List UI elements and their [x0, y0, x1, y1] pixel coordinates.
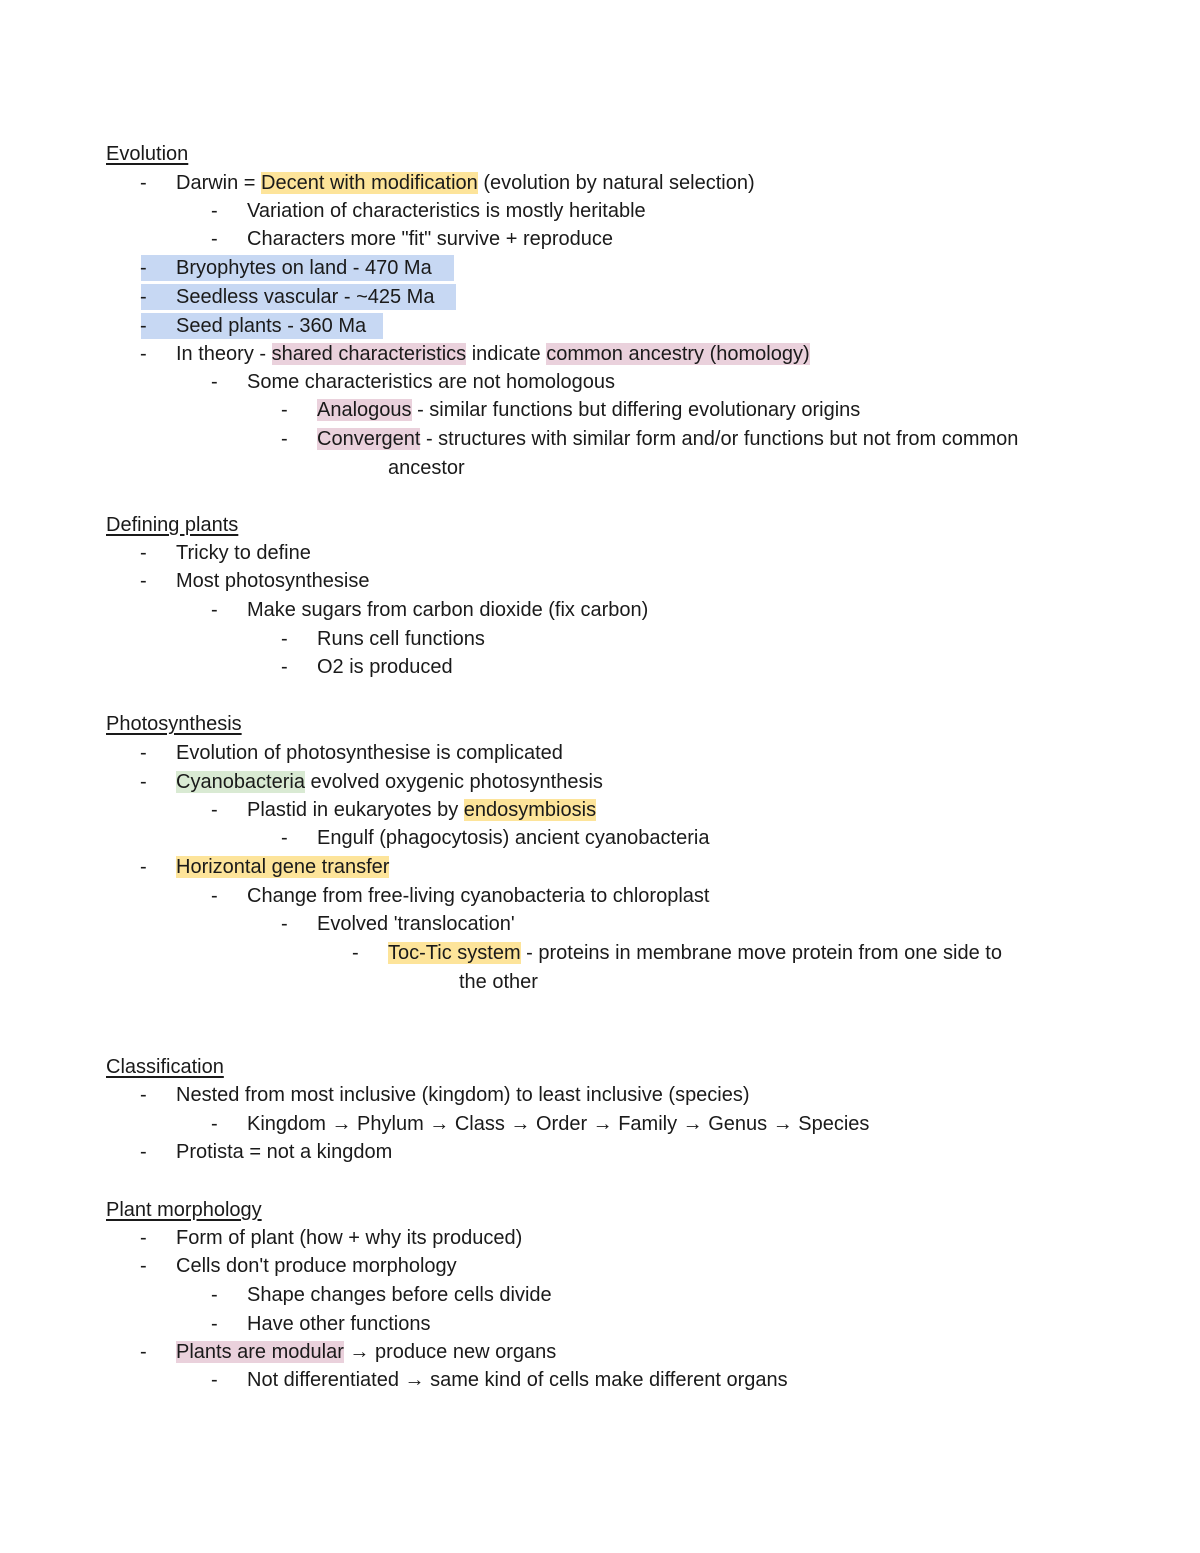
heading-defining-plants: Defining plants [106, 514, 239, 536]
list-item [352, 940, 1002, 993]
item-text: Some characteristics are not homologous [247, 371, 615, 393]
bullet-dash: - [211, 1284, 218, 1306]
highlight-yellow: Decent with modification [261, 172, 478, 194]
bullet-dash: - [281, 428, 288, 450]
list-item [211, 1111, 870, 1137]
list-item [211, 1311, 431, 1337]
highlight-pink: Analogous [317, 399, 412, 421]
bullet-dash: - [140, 1084, 147, 1106]
list-item [211, 369, 615, 395]
bullet-dash: - [140, 1227, 147, 1249]
list-item [281, 911, 515, 937]
list-item [140, 313, 367, 339]
item-text: Make sugars from carbon dioxide (fix carbon) [247, 599, 649, 621]
list-item [281, 426, 1019, 479]
list-item [140, 769, 603, 795]
item-text: O2 is produced [317, 656, 453, 678]
list-item [140, 540, 311, 566]
item-text: → produce new organs [343, 1341, 557, 1363]
bullet-dash: - [140, 742, 147, 764]
item-text: - proteins in membrane move protein from one side to [520, 942, 1002, 964]
item-text: Not differentiated → same kind of cells make different organs [247, 1369, 788, 1391]
item-text: Engulf (phagocytosis) ancient cyanobacteria [317, 827, 710, 849]
list-item [140, 740, 563, 766]
heading-plant-morphology: Plant morphology [106, 1199, 262, 1221]
bullet-dash: - [140, 286, 147, 308]
highlight-yellow: Horizontal gene transfer [176, 856, 390, 878]
bullet-dash: - [140, 542, 147, 564]
item-text: Change from free-living cyanobacteria to chloroplast [247, 885, 710, 907]
bullet-dash: - [211, 1313, 218, 1335]
item-text: indicate [466, 343, 547, 365]
list-item [211, 226, 614, 252]
bullet-dash: - [211, 1113, 218, 1135]
bullet-dash: - [140, 315, 147, 337]
bullet-dash: - [140, 1255, 147, 1277]
list-item [140, 341, 810, 367]
bullet-dash: - [140, 1141, 147, 1163]
item-text: Most photosynthesise [176, 570, 370, 592]
bullet-dash: - [211, 228, 218, 250]
list-item [211, 597, 649, 623]
list-item [140, 1082, 750, 1108]
item-text: Plastid in eukaryotes by [247, 799, 464, 821]
item-text: - structures with similar form and/or functions but not from common [420, 428, 1019, 450]
list-item [211, 1367, 788, 1393]
heading-classification: Classification [106, 1056, 224, 1078]
bullet-dash: - [211, 799, 218, 821]
item-continuation: the other [459, 971, 538, 993]
bullet-dash: - [281, 628, 288, 650]
bullet-dash: - [281, 656, 288, 678]
bullet-dash: - [281, 913, 288, 935]
item-text: Evolution of photosynthesise is complicated [176, 742, 563, 764]
highlight-yellow: Toc-Tic system [388, 942, 521, 964]
item-text: Characters more "fit" survive + reproduce [247, 228, 614, 250]
bullet-dash: - [211, 885, 218, 907]
highlight-yellow: endosymbiosis [463, 799, 597, 821]
bullet-dash: - [211, 371, 218, 393]
item-text: Seed plants - 360 Ma [176, 315, 367, 337]
item-text: Seedless vascular - ~425 Ma [176, 286, 435, 308]
list-item [281, 654, 453, 680]
list-item [140, 170, 755, 196]
item-text: - similar functions but differing evolutionary origins [411, 399, 861, 421]
item-text: Evolved 'translocation' [317, 913, 515, 935]
list-item [140, 255, 432, 281]
list-item [140, 568, 370, 594]
item-text: Have other functions [247, 1313, 431, 1335]
list-item [140, 1225, 523, 1251]
item-text: Form of plant (how + why its produced) [176, 1227, 523, 1249]
highlight-green: Cyanobacteria [176, 771, 305, 793]
item-text: Variation of characteristics is mostly heritable [247, 200, 646, 222]
list-item [140, 1139, 393, 1165]
bullet-dash: - [211, 1369, 218, 1391]
item-text: Nested from most inclusive (kingdom) to least inclusive (species) [176, 1084, 750, 1106]
list-item [140, 284, 435, 310]
list-item [140, 854, 390, 880]
item-text: In theory - [176, 343, 272, 365]
bullet-dash: - [140, 570, 147, 592]
list-item [211, 883, 710, 909]
bullet-dash: - [281, 827, 288, 849]
bullet-dash: - [140, 172, 147, 194]
list-item [211, 1282, 552, 1308]
heading-evolution: Evolution [106, 143, 189, 165]
list-item [281, 397, 861, 423]
highlight-pink: shared characteristics [271, 343, 467, 365]
highlight-pink: Plants are modular [176, 1341, 344, 1363]
bullet-dash: - [140, 1341, 147, 1363]
item-text: Bryophytes on land - 470 Ma [176, 257, 432, 279]
item-text: Tricky to define [176, 542, 311, 564]
list-item [281, 825, 710, 851]
item-text: Cells don't produce morphology [176, 1255, 457, 1277]
highlight-pink: common ancestry (homology) [546, 343, 810, 365]
item-text: Runs cell functions [317, 628, 485, 650]
heading-photosynthesis: Photosynthesis [106, 713, 242, 735]
item-text: Shape changes before cells divide [247, 1284, 552, 1306]
item-text: Kingdom → Phylum → Class → Order → Family → Genus → Species [247, 1113, 870, 1135]
list-item [211, 797, 597, 823]
bullet-dash: - [211, 599, 218, 621]
bullet-dash: - [211, 200, 218, 222]
item-text: Darwin = [176, 172, 262, 194]
list-item [211, 198, 646, 224]
highlight-pink: Convergent [317, 428, 421, 450]
list-item [281, 626, 485, 652]
list-item [140, 1339, 557, 1365]
item-text: (evolution by natural selection) [477, 172, 755, 194]
list-item [140, 1253, 457, 1279]
bullet-dash: - [140, 856, 147, 878]
bullet-dash: - [140, 257, 147, 279]
item-text: Protista = not a kingdom [176, 1141, 393, 1163]
bullet-dash: - [352, 942, 359, 964]
item-text: evolved oxygenic photosynthesis [304, 771, 603, 793]
bullet-dash: - [140, 771, 147, 793]
bullet-dash: - [140, 343, 147, 365]
item-continuation: ancestor [388, 457, 465, 479]
bullet-dash: - [281, 399, 288, 421]
